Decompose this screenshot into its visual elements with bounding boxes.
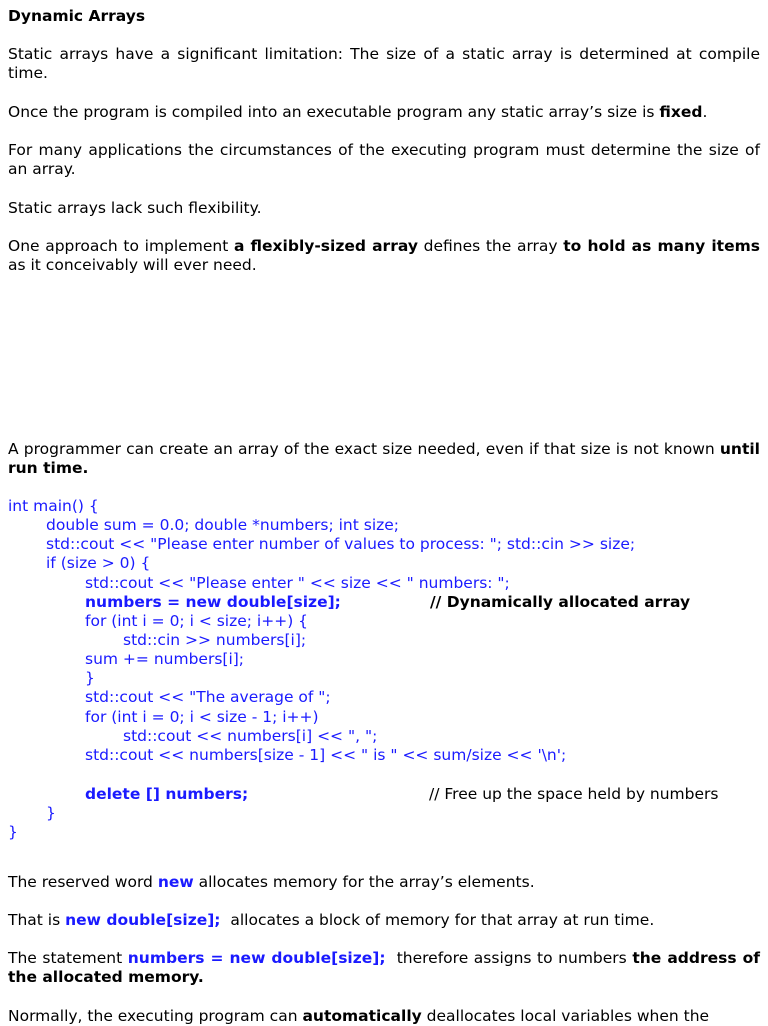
bold-term-automatically: automatically (302, 1007, 422, 1025)
paragraph-text: One approach to implement (8, 237, 234, 255)
code-line: std::cout << "Please enter " << size << " numbers: "; (85, 574, 510, 592)
code-line: std::cout << numbers[i] << ", "; (123, 727, 378, 745)
code-line: std::cout << "The average of "; (85, 688, 331, 706)
paragraph-text: Normally, the executing program can (8, 1007, 303, 1025)
keyword-new: new (157, 873, 194, 891)
paragraph-assigns-address (8, 949, 760, 988)
paragraph-text: Once the program is compiled into an executable program any static array’s size is (8, 103, 660, 121)
bold-term-address: the address of the allocated memory. (8, 949, 761, 987)
paragraph-text: as it conceivably will ever need. (8, 256, 257, 275)
paragraph-deallocation (8, 1007, 760, 1026)
code-line: std::cout << numbers[size - 1] << " is " << sum/size << '\n'; (85, 746, 567, 764)
code-line: } (46, 804, 56, 822)
paragraph-text: . (702, 103, 708, 121)
code-line: } (8, 823, 18, 841)
code-line: for (int i = 0; i < size; i++) { (85, 612, 309, 630)
paragraph-text: The reserved word (8, 873, 158, 891)
paragraph-static-limitation: Static arrays have a significant limitation: The size of a static array is determined at compile time. (8, 45, 760, 83)
paragraph-text: A programmer can create an array of the exact size needed, even if that size is not known (8, 440, 720, 458)
paragraph-allocates-block (8, 911, 760, 930)
code-line: std::cin >> numbers[i]; (123, 631, 307, 649)
paragraph-text: therefore assigns to numbers (385, 949, 633, 967)
paragraph-run-time (8, 440, 760, 479)
paragraph-lack-flexibility: Static arrays lack such flexibility. (8, 199, 262, 217)
paragraph-text: That is (8, 911, 66, 929)
paragraph-flexible-approach (8, 237, 760, 276)
section-title: Dynamic Arrays (8, 7, 146, 25)
bold-term-flexible-array: a flexibly-sized array (233, 237, 418, 255)
code-comment-dynamic: // Dynamically allocated array (430, 593, 691, 611)
code-line: } (85, 669, 95, 687)
code-line-delete: delete [] numbers; (85, 785, 249, 803)
code-line: std::cout << "Please enter number of values to process: "; std::cin >> size; (46, 535, 636, 553)
keyword-new-double: new double[size]; (65, 911, 221, 929)
bold-term-fixed: fixed (659, 103, 703, 121)
code-line: sum += numbers[i]; (85, 650, 245, 668)
code-line: double sum = 0.0; double *numbers; int size; (46, 516, 400, 534)
paragraph-text: The statement (8, 949, 128, 967)
code-line: int main() { (8, 497, 99, 515)
paragraph-text: allocates memory for the array’s elements. (193, 873, 535, 891)
code-line: for (int i = 0; i < size - 1; i++) (85, 708, 319, 726)
keyword-assignment: numbers = new double[size]; (127, 949, 386, 967)
code-comment-free: // Free up the space held by numbers (429, 785, 719, 803)
code-line-new-allocation: numbers = new double[size]; (85, 593, 341, 611)
bold-term-run-time: until run time. (8, 440, 760, 478)
paragraph-text: deallocates local variables when the (421, 1007, 710, 1025)
code-line: if (size > 0) { (46, 554, 151, 572)
bold-term-hold-many: to hold as many items (563, 237, 760, 255)
paragraph-fixed-size (8, 103, 760, 122)
paragraph-applications: For many applications the circumstances of the executing program must determine the size of an array. (8, 141, 760, 179)
paragraph-text: allocates a block of memory for that array at run time. (220, 911, 655, 929)
paragraph-text: defines the array (417, 237, 564, 255)
paragraph-reserved-word (8, 873, 760, 892)
